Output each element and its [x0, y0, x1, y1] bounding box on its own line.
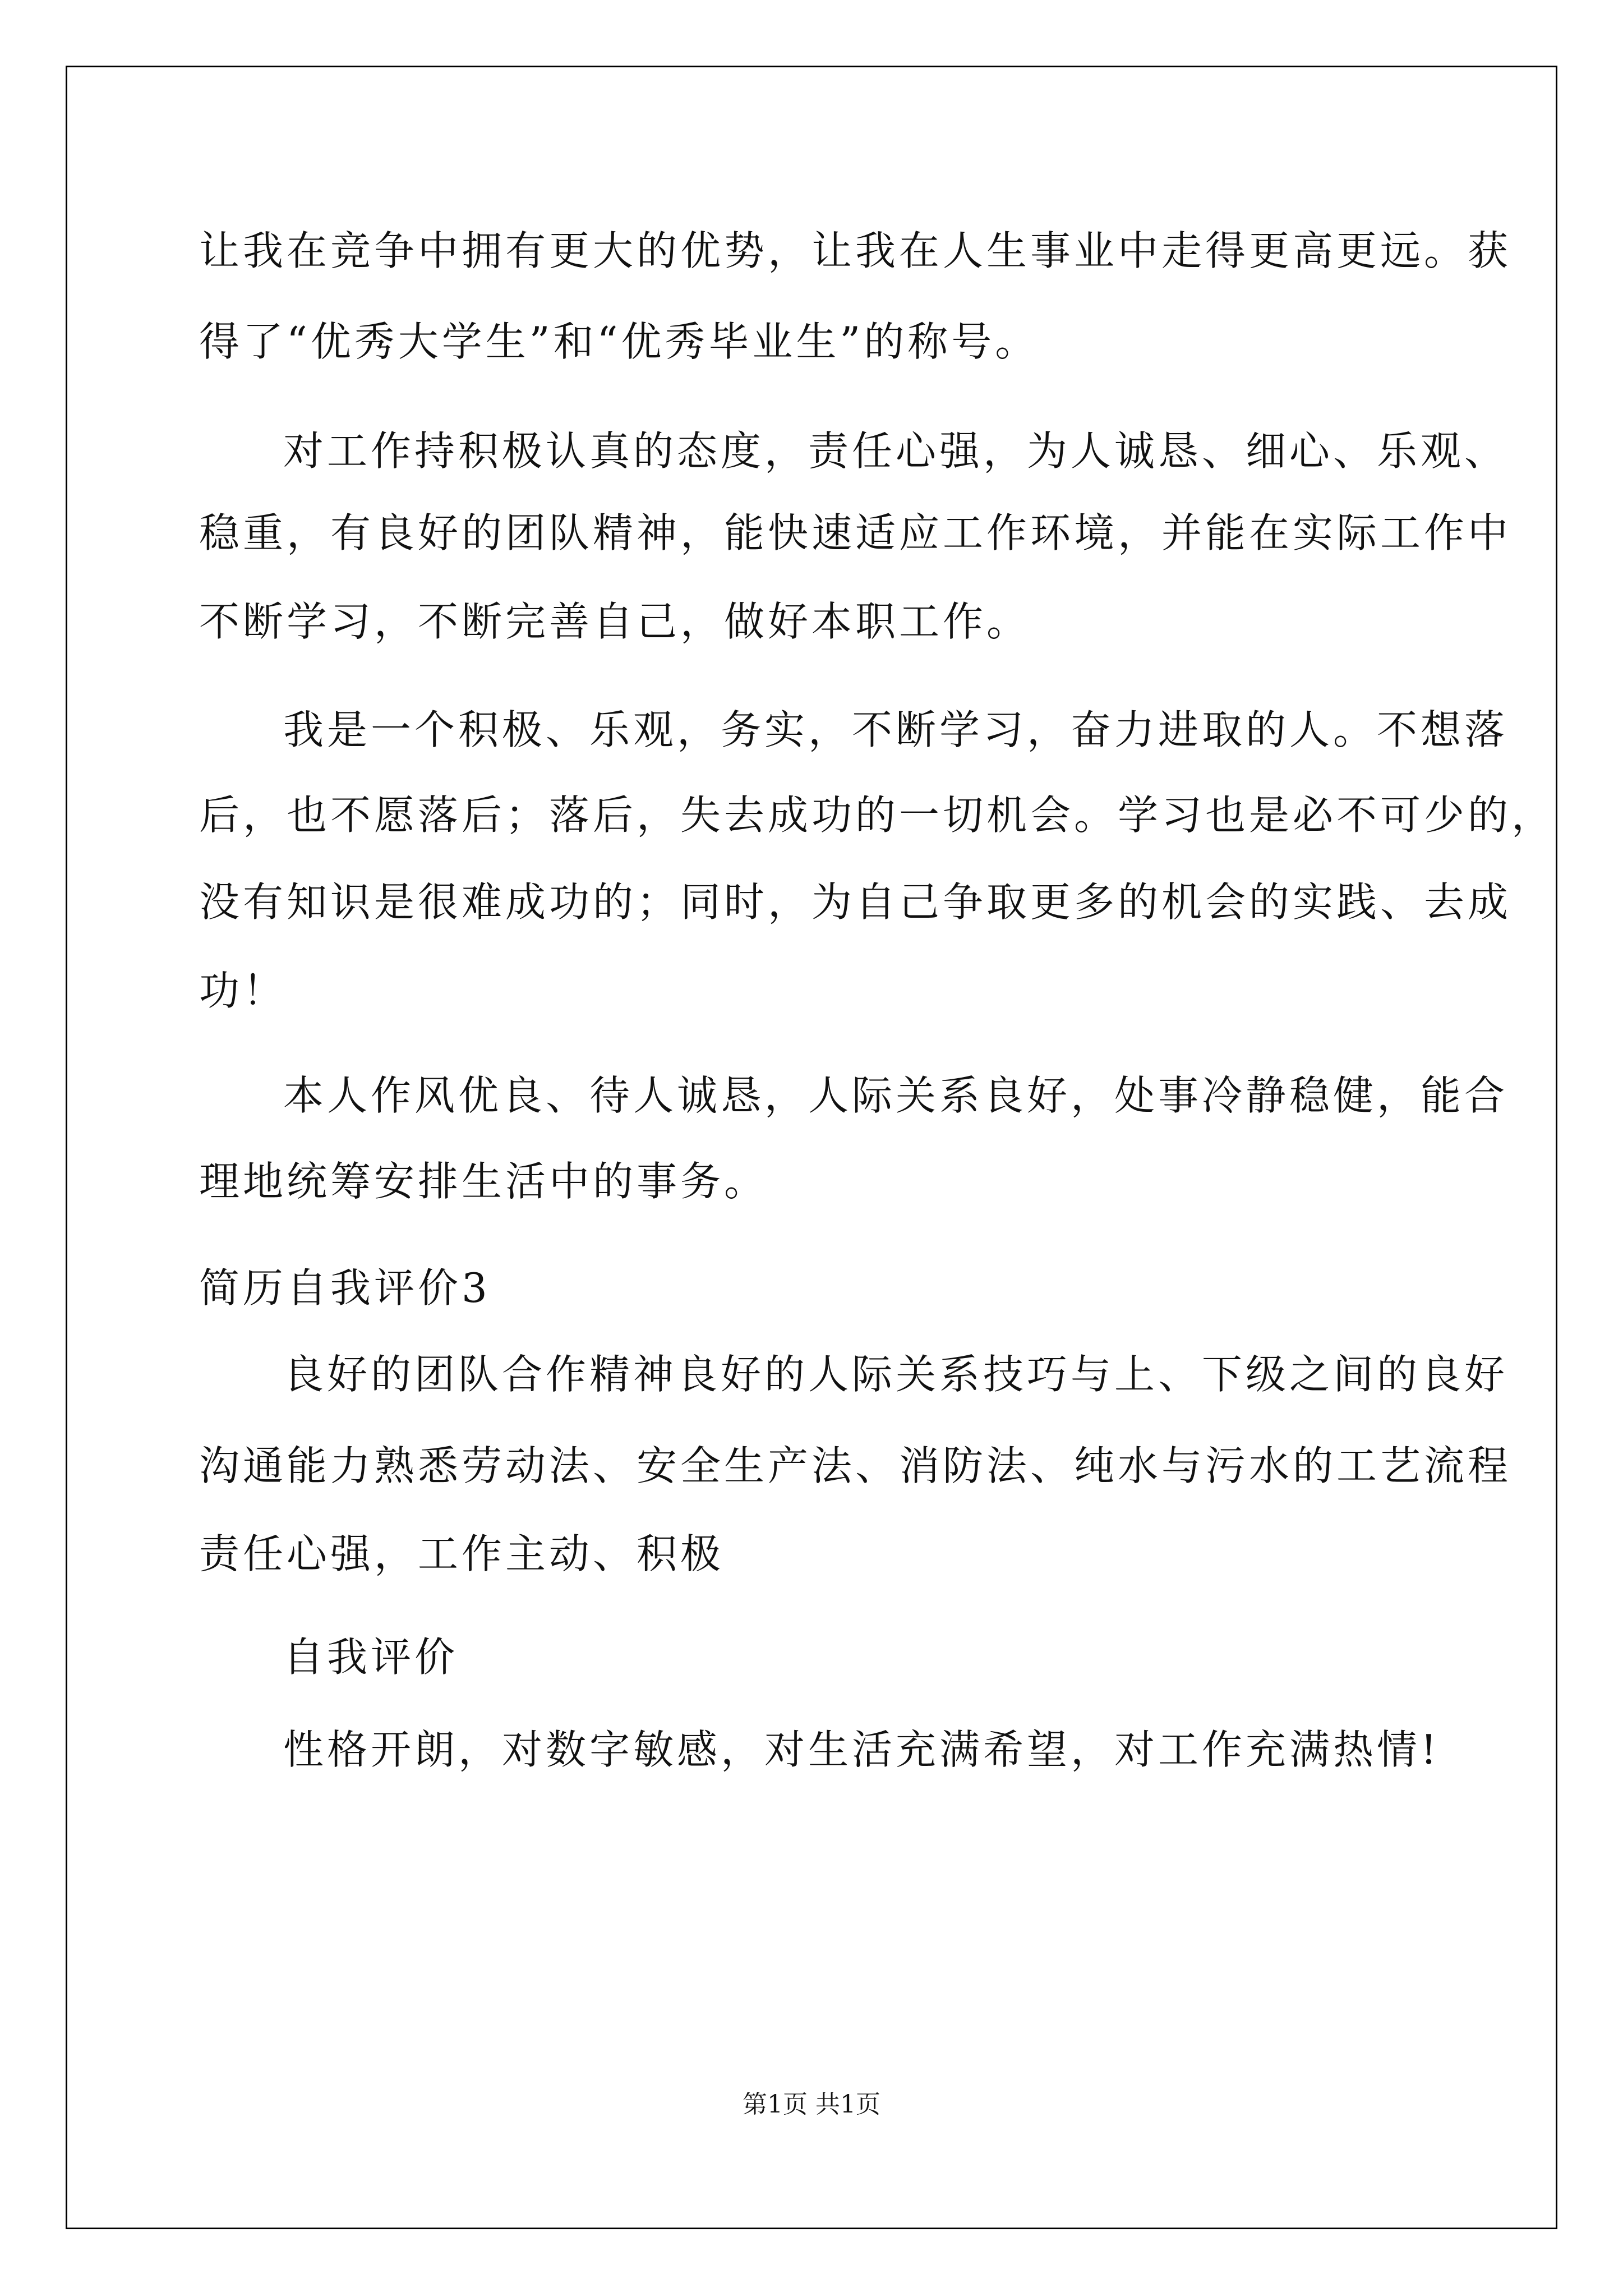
page-footer: 第1页 共1页 — [743, 2090, 880, 2119]
text-line-5: 不断学习，不断完善自己，做好本职工作。 — [199, 598, 1031, 645]
text-line-8: 没有知识是很难成功的；同时，为自己争取更多的机会的实践、去成 — [199, 878, 1512, 926]
text-line-17: 性格开朗，对数字敏感，对生活充满希望，对工作充满热情! — [283, 1726, 1440, 1773]
text-line-13: 良好的团队合作精神良好的人际关系技巧与上、下级之间的良好 — [283, 1351, 1509, 1398]
section-heading: 简历自我评价3 — [199, 1264, 491, 1312]
text-line-14: 沟通能力熟悉劳动法、安全生产法、消防法、纯水与污水的工艺流程 — [199, 1442, 1512, 1489]
text-line-3: 对工作持积极认真的态度，责任心强，为人诚恳、细心、乐观、 — [283, 427, 1509, 475]
text-line-16: 自我评价 — [283, 1634, 459, 1681]
text-line-2: 得了“优秀大学生”和“优秀毕业生”的称号。 — [199, 318, 1039, 365]
text-line-7: 后，也不愿落后；落后，失去成功的一切机会。学习也是必不可少的， — [199, 792, 1556, 839]
text-line-9: 功！ — [199, 967, 287, 1014]
text-line-10: 本人作风优良、待人诚恳，人际关系良好，处事冷静稳健，能合 — [283, 1072, 1509, 1119]
text-line-6: 我是一个积极、乐观，务实，不断学习，奋力进取的人。不想落 — [283, 706, 1509, 753]
text-line-11: 理地统筹安排生活中的事务。 — [199, 1158, 768, 1205]
text-line-15: 责任心强，工作主动、积极 — [199, 1530, 725, 1577]
text-line-1: 让我在竞争中拥有更大的优势，让我在人生事业中走得更高更远。获 — [199, 227, 1512, 274]
text-line-4: 稳重，有良好的团队精神，能快速适应工作环境，并能在实际工作中 — [199, 509, 1512, 556]
page-border — [66, 66, 1557, 2229]
